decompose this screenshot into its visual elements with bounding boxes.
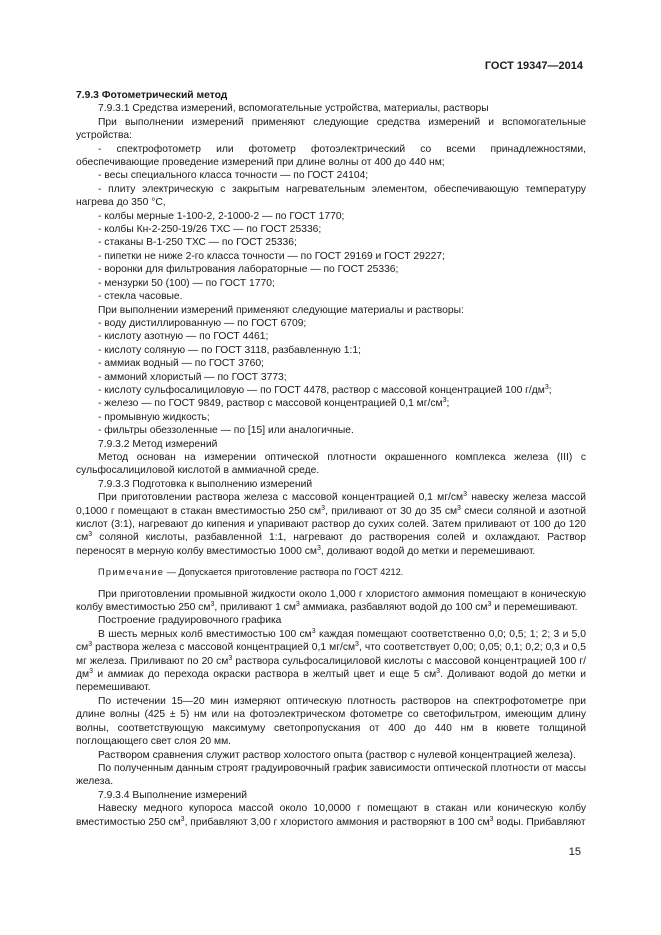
paragraph [76, 277, 586, 290]
paragraph [76, 614, 586, 627]
paragraph-text: Построение градуировочного графика [98, 615, 282, 627]
section-heading [76, 89, 586, 102]
note-label: Примечание [98, 567, 165, 578]
paragraph [76, 116, 586, 143]
paragraph [76, 424, 586, 437]
paragraph [76, 384, 586, 397]
paragraph-text: - аммоний хлористый — по ГОСТ 3773; [98, 371, 287, 383]
paragraph [76, 102, 586, 115]
paragraph [76, 169, 586, 182]
paragraph-text: - спектрофотометр или фотометр фотоэлектрический со всеми принадлежностями, обеспечивающие проведение измерений при длине волны от 400 до 440 нм; [76, 143, 586, 169]
paragraph [76, 304, 586, 317]
paragraph-text: 7.9.3.1 Средства измерений, вспомогательные устройства, материалы, растворы [98, 103, 489, 115]
paragraph-text: 7.9.3 Фотометрический метод [76, 90, 228, 101]
paragraph [76, 317, 586, 330]
paragraph [76, 491, 586, 558]
paragraph [76, 411, 586, 424]
page-number: 15 [568, 846, 581, 858]
paragraph [76, 330, 586, 343]
paragraph [76, 236, 586, 249]
paragraph-text: По истечении 15—20 мин измеряют оптическую плотность растворов на спектрофотометре при длине волны (425 ± 5) нм или на фотоэлектрическом фотометре со светофильтром, имеющим длину волны, соответствующую максимуму светопропускания от 400 до 440 нм в кювете толщиной поглощающего свет слоя 20 мм. [76, 695, 586, 748]
paragraph-text: При приготовлении раствора железа с массовой концентрацией 0,1 $мг/см^3$ навеску железа массой 0,1000 г помещают в стакан вместимостью 250 $см^3$, приливают от 30 до 35 $см^3$ смеси соляной и азотной кислот (3:1), нагревают до кипения и упаривают раствор до сухих солей. Затем приливают от 100 до 120 $см^3$ соляной кислоты, разбавленной 1:1, нагревают до растворения солей и охлаждают. Раствор переносят в мерную колбу вместимостью 1000 $см^3$, доливают водой до метки и перемешивают. [76, 491, 586, 557]
document-header: ГОСТ 19347—2014 [484, 60, 583, 72]
paragraph-text: - железо — по ГОСТ 9849, раствор с массовой концентрацией 0,1 $мг/см^3$; [98, 397, 450, 410]
document-body [76, 89, 586, 829]
paragraph-text: - стекла часовые. [98, 291, 183, 303]
paragraph [76, 263, 586, 276]
paragraph-text: - колбы Кн-2-250-19/26 ТХС — по ГОСТ 25336; [98, 224, 322, 236]
paragraph-text: - кислоту азотную — по ГОСТ 4461; [98, 331, 269, 343]
paragraph-text: - кислоту соляную — по ГОСТ 3118, разбавленную 1:1; [98, 344, 361, 356]
paragraph [76, 143, 586, 170]
paragraph-text: - воду дистиллированную — по ГОСТ 6709; [98, 317, 307, 329]
paragraph [76, 749, 586, 762]
paragraph-text: - плиту электрическую с закрытым нагревательным элементом, обеспечивающую температуру нагрева до 350 °С, [76, 183, 586, 209]
paragraph-text: — Допускается приготовление раствора по ГОСТ 4212. [164, 567, 404, 578]
paragraph-text: По полученным данным строят градуировочный график зависимости оптической плотности от массы железа. [76, 762, 586, 788]
paragraph [76, 695, 586, 749]
paragraph-text: Метод основан на измерении оптической плотности окрашенного комплекса железа (III) с сульфосалициловой кислотой в аммиачной среде. [76, 451, 586, 477]
paragraph-text: 7.9.3.2 Метод измерений [98, 438, 218, 450]
paragraph-text: В шесть мерных колб вместимостью 100 $см^3$ каждая помещают соответственно 0,0; 0,5; 1; 2; 3 и 5,0 $см^3$ раствора железа с массовой концентрацией 0,1 $мг/см^3$, что соответствует 0,00; 0,05; 0,1; 0,2; 0,3 и 0,5 мг железа. Приливают по 20 $см^3$ раствора сульфосалициловой кислоты с массовой концентрацией 100 $г/дм^3$ и аммиак до перехода окраски раствора в желтый цвет и еще 5 $см^3$. Доливают водой до метки и перемешивают. [76, 627, 586, 694]
paragraph-text: Раствором сравнения служит раствор холостого опыта (раствор с нулевой концентрацией железа). [98, 749, 576, 761]
paragraph [76, 588, 586, 615]
paragraph-text: - аммиак водный — по ГОСТ 3760; [98, 358, 264, 370]
paragraph [76, 789, 586, 802]
paragraph-text: - весы специального класса точности — по ГОСТ 24104; [98, 170, 369, 182]
paragraph [76, 802, 586, 829]
paragraph [76, 438, 586, 451]
paragraph-text: - колбы мерные 1-100-2, 2-1000-2 — по ГОСТ 1770; [98, 210, 345, 222]
paragraph [76, 451, 586, 478]
paragraph [76, 357, 586, 370]
paragraph [76, 290, 586, 303]
paragraph-text: - стаканы В-1-250 ТХС — по ГОСТ 25336; [98, 237, 297, 249]
note-paragraph [76, 566, 586, 579]
paragraph-text: При выполнении измерений применяют следующие средства измерений и вспомогательные устройства: [76, 116, 586, 142]
paragraph-text: При приготовлении промывной жидкости около 1,000 г хлористого аммония помещают в коническую колбу вместимостью 250 $см^3$, приливают 1 $см^3$ аммиака, разбавляют водой до 100 $см^3$ и перемешивают. [76, 588, 586, 614]
paragraph-text: - кислоту сульфосалициловую — по ГОСТ 4478, раствор с массовой концентрацией 100 $г/дм^3$; [98, 383, 552, 396]
paragraph [76, 250, 586, 263]
paragraph-text: 7.9.3.4 Выполнение измерений [98, 789, 248, 801]
paragraph-text: Навеску медного купороса массой около 10,0000 г помещают в стакан или коническую колбу вместимостью 250 $см^3$, прибавляют 3,00 г хлористого аммония и растворяют в 100 $см^3$ воды. Прибавляют [76, 803, 586, 828]
paragraph [76, 628, 586, 695]
paragraph [76, 210, 586, 223]
paragraph-text: - пипетки не ниже 2-го класса точности — по ГОСТ 29169 и ГОСТ 29227; [98, 250, 445, 262]
paragraph-text: При выполнении измерений применяют следующие материалы и растворы: [98, 304, 464, 316]
paragraph-text: 7.9.3.3 Подготовка к выполнению измерений [98, 478, 313, 490]
paragraph [76, 762, 586, 789]
paragraph [76, 397, 586, 410]
paragraph [76, 371, 586, 384]
paragraph [76, 183, 586, 210]
paragraph [76, 478, 586, 491]
paragraph-text: - промывную жидкость; [98, 411, 210, 423]
paragraph [76, 344, 586, 357]
paragraph [76, 223, 586, 236]
paragraph-text: - фильтры обеззоленные — по [15] или аналогичные. [98, 425, 354, 437]
paragraph-text: - воронки для фильтрования лабораторные — по ГОСТ 25336; [98, 264, 399, 276]
paragraph-text: - мензурки 50 (100) — по ГОСТ 1770; [98, 277, 275, 289]
